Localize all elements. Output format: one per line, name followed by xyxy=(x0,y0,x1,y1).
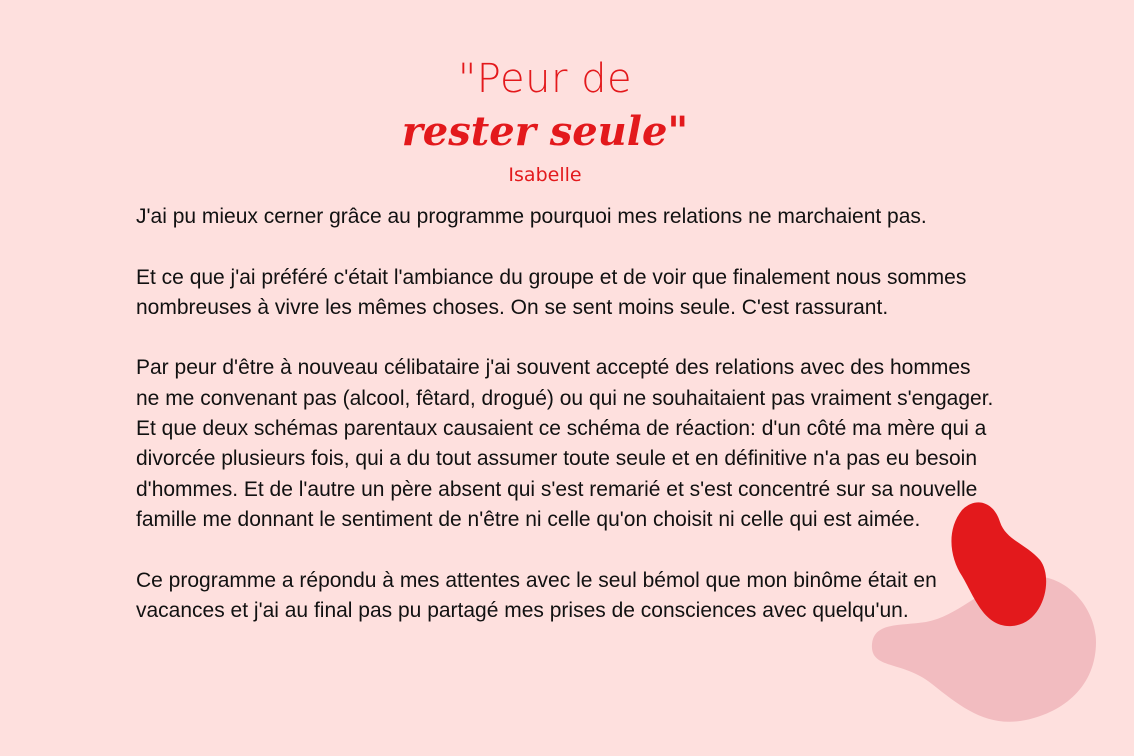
author-name: Isabelle xyxy=(508,164,582,186)
paragraph-1: J'ai pu mieux cerner grâce au programme pourquoi mes relations ne marchaient pas. xyxy=(136,205,927,228)
title-line-2: rester seule" xyxy=(401,108,689,155)
paragraph-4: Ce programme a répondu à mes attentes avec le seul bémol que mon binôme était en vacances et j'ai au final pas pu partagé mes prises de consciences avec quelqu'un. xyxy=(136,568,937,622)
paragraph-3: Par peur d'être à nouveau célibataire j'ai souvent accepté des relations avec des hommes ne me convenant pas (alcool, fêtard, drogué) ou qui ne souhaitaient pas vraiment s'engager. Et que deux schémas parentaux causaient ce schéma de réaction: d'un côté ma mère qui a divorcée plusieurs fois, qui a du tout assumer toute seule et en définitive n'a pas eu besoin d'hommes. Et de l'autre un père absent qui s'est remarié et s'est concentré sur sa nouvelle famille me donnant le sentiment de n'être ni celle qu'on choisit ni celle qui est aimée. xyxy=(136,356,994,531)
testimonial-header xyxy=(0,52,1090,188)
paragraph-2: Et ce que j'ai préféré c'était l'ambiance du groupe et de voir que finalement nous sommes nombreuses à vivre les mêmes choses. On se sent moins seule. C'est rassurant. xyxy=(136,265,967,319)
title-line-1: "Peur de xyxy=(457,56,633,102)
testimonial-body xyxy=(136,202,996,656)
